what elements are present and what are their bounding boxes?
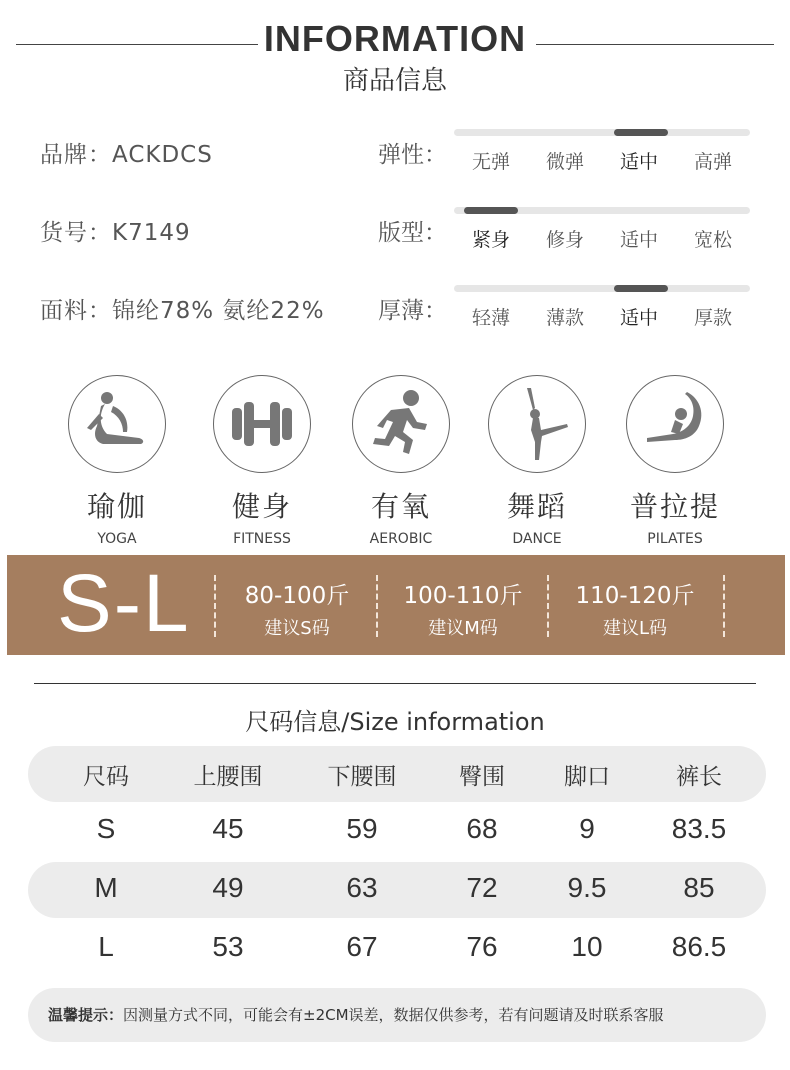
activity-cn: 有氧 xyxy=(370,490,431,523)
activity-en: PILATES xyxy=(647,531,703,547)
scale-marker xyxy=(614,285,668,292)
suggested-size: 建议M码 xyxy=(428,618,498,639)
note-label: 温馨提示： xyxy=(48,1006,124,1024)
weight-range: 80-100斤 xyxy=(244,583,350,609)
scale-option-selected: 适中 xyxy=(619,151,658,173)
table-cell: S xyxy=(96,813,116,844)
table-cell: L xyxy=(98,931,114,962)
table-header-cell: 下腰围 xyxy=(327,764,397,790)
elasticity-label: 弹性： xyxy=(378,142,447,168)
table-header-cell: 臀围 xyxy=(459,764,505,790)
scale-option: 微弹 xyxy=(545,151,584,173)
scale-option: 厚款 xyxy=(693,307,732,329)
band-divider xyxy=(376,575,378,637)
suggested-size: 建议S码 xyxy=(264,618,330,639)
activity-en: DANCE xyxy=(512,531,562,547)
runner-icon xyxy=(352,375,450,473)
scale-option: 无弹 xyxy=(471,151,510,173)
item-number-info xyxy=(40,214,191,247)
brand-info xyxy=(40,136,213,169)
dancer-icon xyxy=(488,375,586,473)
fabric-info xyxy=(40,292,325,325)
table-cell: 63 xyxy=(346,872,378,903)
table-cell: 72 xyxy=(466,872,498,903)
activity-pilates xyxy=(620,375,730,547)
activity-cn: 健身 xyxy=(231,490,292,523)
table-cell: M xyxy=(94,872,118,903)
size-suggestion xyxy=(379,577,547,640)
activity-cn: 瑜伽 xyxy=(86,490,147,523)
note-text: 因测量方式不同，可能会有±2CM误差，数据仅供参考，若有问题请及时联系客服 xyxy=(123,1006,664,1024)
fabric-label: 面料： xyxy=(40,298,112,324)
table-cell: 67 xyxy=(346,931,378,962)
scale-option: 宽松 xyxy=(693,229,732,251)
table-cell: 10 xyxy=(571,931,603,962)
page-title: INFORMATION xyxy=(263,18,527,59)
activity-en: YOGA xyxy=(97,531,137,547)
table-cell: 76 xyxy=(466,931,498,962)
fabric-value: 锦纶78% 氨纶22% xyxy=(112,298,325,324)
table-cell: 83.5 xyxy=(671,813,727,844)
table-header-cell: 上腰围 xyxy=(193,764,263,790)
table-header-cell: 尺码 xyxy=(83,764,129,790)
item-number-label: 货号： xyxy=(40,220,112,246)
activity-en: AEROBIC xyxy=(369,531,433,547)
page-subtitle: 商品信息 xyxy=(342,66,447,96)
scale-option-selected: 紧身 xyxy=(471,229,510,251)
size-table-title: 尺码信息/Size information xyxy=(245,708,545,736)
scale-track xyxy=(454,285,750,292)
activity-cn: 舞蹈 xyxy=(506,490,567,523)
thickness-label: 厚薄： xyxy=(378,298,447,324)
table-cell: 86.5 xyxy=(671,931,727,962)
table-cell: 85 xyxy=(683,872,715,903)
table-cell: 45 xyxy=(212,813,244,844)
size-recommendation-band xyxy=(7,555,785,655)
table-header-cell: 裤长 xyxy=(676,764,722,790)
scale-marker xyxy=(464,207,518,214)
activity-aerobic xyxy=(346,375,456,547)
scale-option-selected: 适中 xyxy=(619,307,658,329)
pilates-pose-icon xyxy=(626,375,724,473)
yoga-pose-icon xyxy=(68,375,166,473)
weight-range: 110-120斤 xyxy=(575,583,695,609)
weight-range: 100-110斤 xyxy=(403,583,523,609)
scale-option: 高弹 xyxy=(693,151,732,173)
activity-yoga xyxy=(62,375,172,547)
brand-value: ACKDCS xyxy=(112,142,213,168)
dumbbell-icon xyxy=(213,375,311,473)
table-cell: 9 xyxy=(579,813,595,844)
scale-track xyxy=(454,129,750,136)
scale-option: 适中 xyxy=(619,229,658,251)
table-cell: 68 xyxy=(466,813,498,844)
activity-fitness xyxy=(207,375,317,547)
band-divider xyxy=(214,575,216,637)
suggested-size: 建议L码 xyxy=(602,618,668,639)
table-cell: 53 xyxy=(212,931,244,962)
band-divider xyxy=(547,575,549,637)
band-divider xyxy=(723,575,725,637)
table-cell: 9.5 xyxy=(567,872,607,903)
measurement-note xyxy=(28,988,766,1042)
section-divider xyxy=(34,683,756,684)
activity-cn: 普拉提 xyxy=(629,490,720,523)
scale-marker xyxy=(614,129,668,136)
size-suggestion xyxy=(550,577,720,640)
table-header-cell: 脚口 xyxy=(564,764,610,790)
item-number-value: K7149 xyxy=(112,220,191,246)
brand-label: 品牌： xyxy=(40,142,112,168)
size-suggestion xyxy=(217,577,377,640)
activity-en: FITNESS xyxy=(233,531,291,547)
scale-option: 修身 xyxy=(545,229,584,251)
table-cell: 59 xyxy=(346,813,378,844)
table-cell: 49 xyxy=(212,872,244,903)
size-range: S-L xyxy=(57,558,191,649)
scale-option: 薄款 xyxy=(545,307,584,329)
activity-dance xyxy=(482,375,592,547)
fit-label: 版型： xyxy=(378,220,447,246)
scale-option: 轻薄 xyxy=(471,307,510,329)
